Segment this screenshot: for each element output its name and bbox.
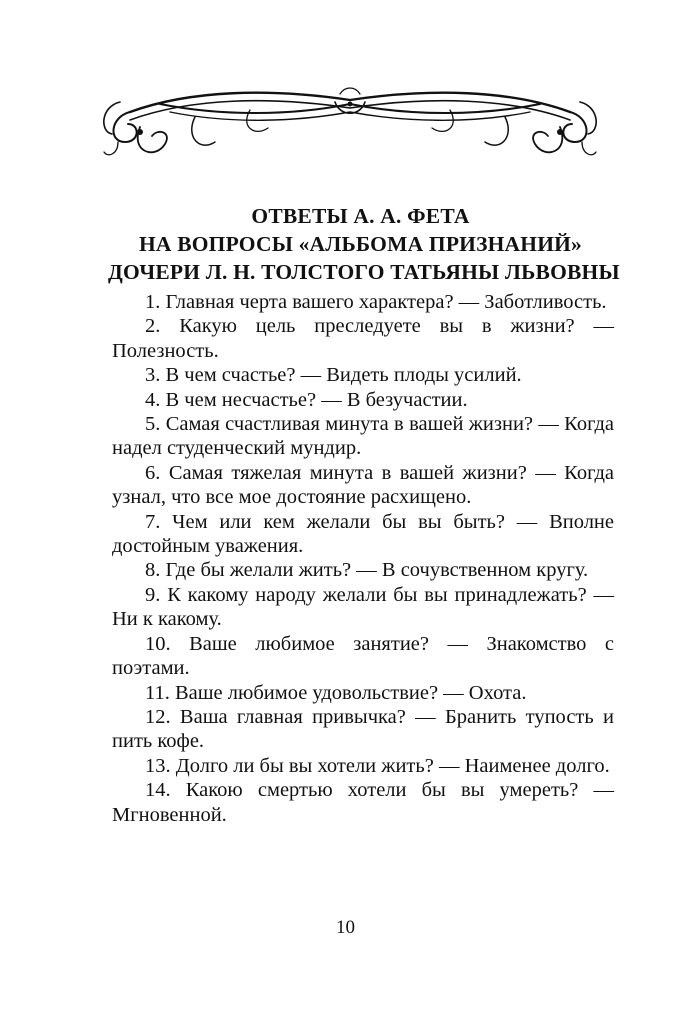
answer-paragraph: 14. Какою смертью хотели бы вы умереть? — Мгновенной. bbox=[112, 779, 614, 826]
answer-paragraph: 8. Где бы желали жить? — В сочувственном кругу. bbox=[145, 559, 589, 582]
answer-paragraph: 12. Ваша главная привычка? — Бранить тупость и пить кофе. bbox=[112, 705, 614, 753]
answer-paragraph: 13. Долго ли бы вы хотели жить? — Наименее долго. bbox=[145, 754, 610, 777]
answer-paragraph: 9. К какому народу желали бы вы принадлежать? — Ни к какому. bbox=[112, 583, 614, 631]
title-line-3: ДОЧЕРИ Л. Н. ТОЛСТОГО ТАТЬЯНЫ ЛЬВОВНЫ bbox=[108, 260, 620, 284]
questionnaire-answers bbox=[112, 290, 614, 827]
chapter-title bbox=[108, 202, 620, 286]
title-line-2: НА ВОПРОСЫ «АЛЬБОМА ПРИЗНАНИЙ» bbox=[138, 232, 582, 256]
answer-paragraph: 11. Ваше любимое удовольствие? — Охота. bbox=[145, 681, 527, 704]
page-number: 10 bbox=[336, 917, 355, 938]
answer-paragraph: 7. Чем или кем желали бы вы быть? — Вполне достойным уважения. bbox=[112, 510, 614, 558]
title-line-1: ОТВЕТЫ А. А. ФЕТА bbox=[251, 204, 470, 228]
answer-paragraph: 1. Главная черта вашего характера? — Заботливость. bbox=[145, 291, 607, 313]
decorative-ornament-icon bbox=[100, 82, 600, 164]
answer-paragraph: 5. Самая счастливая минута в вашей жизни? — Когда надел студенческий мундир. bbox=[112, 413, 614, 460]
answer-paragraph: 2. Какую цель преследуете вы в жизни? — Полезность. bbox=[112, 315, 614, 362]
answer-paragraph: 10. Ваше любимое занятие? — Знакомство с поэтами. bbox=[112, 632, 614, 680]
answer-paragraph: 4. В чем несчастье? — В безучастии. bbox=[145, 388, 468, 411]
answer-paragraph: 6. Самая тяжелая минута в вашей жизни? — Когда узнал, что все мое достояние расхищено. bbox=[112, 461, 614, 509]
answer-paragraph: 3. В чем счастье? — Видеть плоды усилий. bbox=[145, 364, 522, 387]
